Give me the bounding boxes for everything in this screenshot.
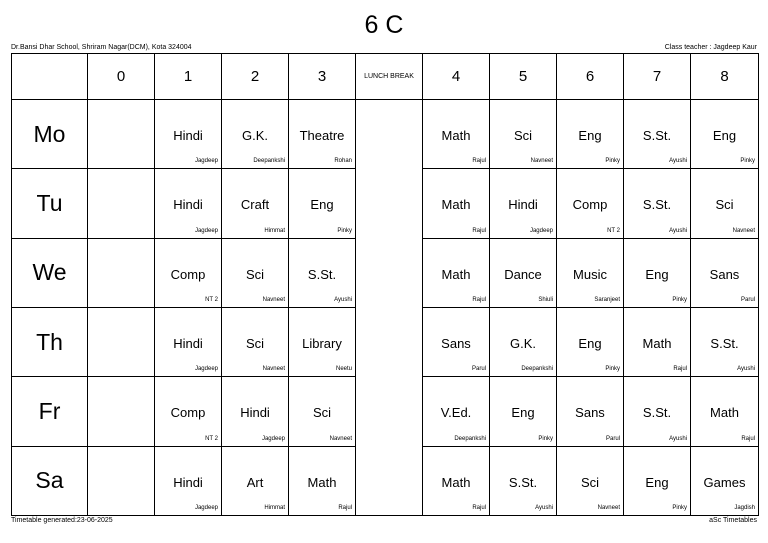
lesson-cell bbox=[423, 446, 490, 515]
lesson-cell bbox=[289, 169, 356, 238]
subject-label: Comp bbox=[170, 405, 206, 421]
subject-label: Music bbox=[573, 266, 607, 282]
teacher-label: Ayushi bbox=[737, 366, 755, 373]
subject-label: Sci bbox=[580, 474, 600, 490]
period-header: 2 bbox=[222, 54, 289, 100]
lesson-cell bbox=[88, 307, 155, 376]
subject-label: Sans bbox=[575, 405, 605, 421]
lesson-cell bbox=[155, 377, 222, 446]
teacher-label: Parul bbox=[605, 435, 620, 442]
subject-label: Sci bbox=[245, 266, 265, 282]
lesson-cell bbox=[557, 169, 624, 238]
subject-label: Sans bbox=[709, 266, 740, 282]
lesson-cell bbox=[624, 446, 691, 515]
lesson-cell bbox=[691, 307, 759, 376]
teacher-label: Navneet bbox=[262, 366, 285, 373]
generator-credit: aSc Timetables bbox=[709, 517, 757, 524]
teacher-label: Jagdeep bbox=[194, 366, 218, 373]
lesson-cell bbox=[557, 238, 624, 307]
subject-label: Art bbox=[246, 474, 264, 490]
lesson-cell bbox=[88, 169, 155, 238]
lesson-cell bbox=[557, 100, 624, 169]
subject-label: Comp bbox=[572, 197, 608, 213]
subject-label: S.St. bbox=[508, 474, 538, 490]
teacher-label: Rajul bbox=[338, 505, 352, 511]
lesson-cell bbox=[423, 307, 490, 376]
subject-label: Sci bbox=[513, 128, 533, 143]
period-header: 3 bbox=[289, 54, 356, 100]
subject-label: Hindi bbox=[173, 197, 203, 213]
teacher-label: Jagdeep bbox=[194, 505, 218, 511]
subject-label: Eng bbox=[645, 266, 669, 282]
day-row bbox=[12, 100, 759, 169]
teacher-label: Deepankshi bbox=[454, 435, 486, 442]
day-label: Mo bbox=[12, 100, 88, 169]
subject-label: Math bbox=[441, 474, 471, 490]
lesson-cell bbox=[691, 100, 759, 169]
lunch-break-column bbox=[356, 100, 423, 516]
subject-label: Eng bbox=[511, 405, 535, 421]
teacher-label: Shiuli bbox=[538, 296, 553, 303]
lesson-cell bbox=[624, 100, 691, 169]
lesson-cell bbox=[222, 446, 289, 515]
lesson-cell bbox=[222, 377, 289, 446]
subject-label: Eng bbox=[578, 128, 602, 143]
teacher-label: Jagdish bbox=[734, 505, 755, 511]
teacher-label: Pinky bbox=[605, 158, 620, 165]
teacher-label: Ayushi bbox=[334, 296, 352, 303]
subject-label: Dance bbox=[504, 266, 542, 282]
lesson-cell bbox=[155, 446, 222, 515]
period-header: 5 bbox=[490, 54, 557, 100]
subject-label: Math bbox=[642, 335, 672, 351]
subject-label: S.St. bbox=[642, 128, 672, 143]
lesson-cell bbox=[557, 446, 624, 515]
teacher-label: Himmat bbox=[264, 505, 285, 511]
teacher-label: Ayushi bbox=[669, 158, 687, 165]
subject-label: Sci bbox=[312, 405, 332, 421]
header-row bbox=[12, 54, 759, 100]
lesson-cell bbox=[222, 100, 289, 169]
lesson-cell bbox=[624, 377, 691, 446]
day-label: Sa bbox=[12, 446, 88, 515]
teacher-label: Rajul bbox=[472, 296, 486, 303]
lesson-cell bbox=[557, 307, 624, 376]
day-label: We bbox=[12, 238, 88, 307]
lesson-cell bbox=[222, 307, 289, 376]
lesson-cell bbox=[155, 169, 222, 238]
teacher-label: Rohan bbox=[334, 158, 352, 165]
subject-label: S.St. bbox=[307, 266, 337, 282]
lesson-cell bbox=[88, 100, 155, 169]
teacher-label: Jagdeep bbox=[194, 227, 218, 234]
teacher-label: Deepankshi bbox=[521, 366, 553, 373]
subject-label: Eng bbox=[712, 128, 737, 143]
lesson-cell bbox=[490, 446, 557, 515]
subject-label: S.St. bbox=[710, 335, 739, 351]
teacher-label: Ayushi bbox=[669, 227, 687, 234]
teacher-label: Rajul bbox=[673, 366, 687, 373]
subject-label: Theatre bbox=[299, 128, 345, 143]
teacher-label: Jagdeep bbox=[194, 158, 218, 165]
subject-label: Comp bbox=[170, 266, 206, 282]
subject-label: Eng bbox=[310, 197, 334, 213]
lesson-cell bbox=[222, 238, 289, 307]
teacher-label: Navneet bbox=[262, 296, 285, 303]
teacher-label: Jagdeep bbox=[529, 227, 553, 234]
corner-cell bbox=[12, 54, 88, 100]
lesson-cell bbox=[289, 377, 356, 446]
teacher-label: Ayushi bbox=[669, 435, 687, 442]
subject-label: S.St. bbox=[642, 197, 672, 213]
lesson-cell bbox=[155, 100, 222, 169]
lesson-cell bbox=[88, 238, 155, 307]
lesson-cell bbox=[289, 100, 356, 169]
day-label: Fr bbox=[12, 377, 88, 446]
subject-label: Sans bbox=[441, 335, 471, 351]
subject-label: Eng bbox=[578, 335, 602, 351]
subject-label: Math bbox=[307, 474, 337, 490]
period-header: 0 bbox=[88, 54, 155, 100]
teacher-label: Rajul bbox=[472, 505, 486, 511]
lesson-cell bbox=[289, 238, 356, 307]
subject-label: Hindi bbox=[173, 335, 203, 351]
subject-label: Craft bbox=[240, 197, 270, 213]
period-header: 4 bbox=[423, 54, 490, 100]
teacher-label: Navneet bbox=[530, 158, 553, 165]
teacher-label: Himmat bbox=[264, 227, 285, 234]
subject-label: Math bbox=[441, 266, 471, 282]
period-header: 1 bbox=[155, 54, 222, 100]
teacher-label: Navneet bbox=[597, 505, 620, 511]
teacher-label: Neetu bbox=[335, 366, 352, 373]
lesson-cell bbox=[490, 169, 557, 238]
lesson-cell bbox=[88, 377, 155, 446]
teacher-label: Ayushi bbox=[535, 505, 553, 511]
teacher-label: Pinky bbox=[672, 505, 687, 511]
teacher-label: Pinky bbox=[672, 296, 687, 303]
teacher-label: NT 2 bbox=[205, 296, 218, 303]
teacher-label: Navneet bbox=[329, 435, 352, 442]
lesson-cell bbox=[624, 307, 691, 376]
lesson-cell bbox=[691, 446, 759, 515]
lesson-cell bbox=[490, 377, 557, 446]
lesson-cell bbox=[490, 307, 557, 376]
subject-label: V.Ed. bbox=[440, 405, 472, 421]
lesson-cell bbox=[624, 169, 691, 238]
lesson-cell bbox=[557, 377, 624, 446]
teacher-label: Jagdeep bbox=[261, 435, 285, 442]
page-title: 6 C bbox=[364, 11, 404, 39]
lesson-cell bbox=[423, 100, 490, 169]
teacher-label: Rajul bbox=[472, 227, 486, 234]
subject-label: Math bbox=[441, 128, 471, 143]
lesson-cell bbox=[88, 446, 155, 515]
day-label: Th bbox=[12, 307, 88, 376]
lesson-cell bbox=[423, 169, 490, 238]
subject-label: G.K. bbox=[241, 128, 268, 143]
subject-label: Eng bbox=[645, 474, 669, 490]
generated-date: Timetable generated:23-06-2025 bbox=[11, 517, 113, 524]
teacher-label: Deepankshi bbox=[253, 158, 285, 165]
teacher-label: Pinky bbox=[605, 366, 620, 373]
lesson-cell bbox=[289, 446, 356, 515]
teacher-label: Parul bbox=[471, 366, 486, 373]
teacher-label: NT 2 bbox=[205, 435, 218, 442]
subject-label: Math bbox=[441, 197, 471, 213]
subject-label: Hindi bbox=[173, 128, 203, 143]
lesson-cell bbox=[691, 238, 759, 307]
teacher-label: Navneet bbox=[732, 227, 755, 234]
lesson-cell bbox=[490, 238, 557, 307]
period-header: 7 bbox=[624, 54, 691, 100]
teacher-label: Pinky bbox=[538, 435, 553, 442]
period-header: 6 bbox=[557, 54, 624, 100]
teacher-label: Pinky bbox=[740, 158, 755, 165]
subject-label: Hindi bbox=[508, 197, 538, 213]
school-name: Dr.Bansi Dhar School, Shriram Nagar(DCM), Kota 324004 bbox=[11, 44, 192, 51]
lesson-cell bbox=[423, 377, 490, 446]
lesson-cell bbox=[691, 377, 759, 446]
subject-label: Hindi bbox=[240, 405, 270, 421]
subject-label: Hindi bbox=[173, 474, 203, 490]
teacher-label: Rajul bbox=[472, 158, 486, 165]
lesson-cell bbox=[490, 100, 557, 169]
teacher-label: Pinky bbox=[337, 227, 352, 234]
timetable bbox=[11, 53, 759, 516]
subject-label: S.St. bbox=[642, 405, 672, 421]
lesson-cell bbox=[624, 238, 691, 307]
teacher-label: NT 2 bbox=[607, 227, 620, 234]
teacher-label: Saranjeet bbox=[594, 296, 620, 303]
subject-label: Library bbox=[302, 335, 342, 351]
subject-label: Sci bbox=[715, 197, 734, 213]
lunch-break-header: LUNCH BREAK bbox=[356, 54, 423, 100]
subject-label: G.K. bbox=[509, 335, 536, 351]
subject-label: Sci bbox=[245, 335, 265, 351]
subject-label: Games bbox=[703, 474, 746, 490]
lesson-cell bbox=[691, 169, 759, 238]
teacher-label: Parul bbox=[740, 296, 755, 303]
class-teacher: Class teacher : Jagdeep Kaur bbox=[664, 44, 757, 51]
lesson-cell bbox=[222, 169, 289, 238]
period-header: 8 bbox=[691, 54, 759, 100]
day-label: Tu bbox=[12, 169, 88, 238]
subject-label: Math bbox=[710, 405, 739, 421]
lesson-cell bbox=[423, 238, 490, 307]
lesson-cell bbox=[155, 307, 222, 376]
lesson-cell bbox=[289, 307, 356, 376]
lesson-cell bbox=[155, 238, 222, 307]
teacher-label: Rajul bbox=[741, 435, 755, 442]
